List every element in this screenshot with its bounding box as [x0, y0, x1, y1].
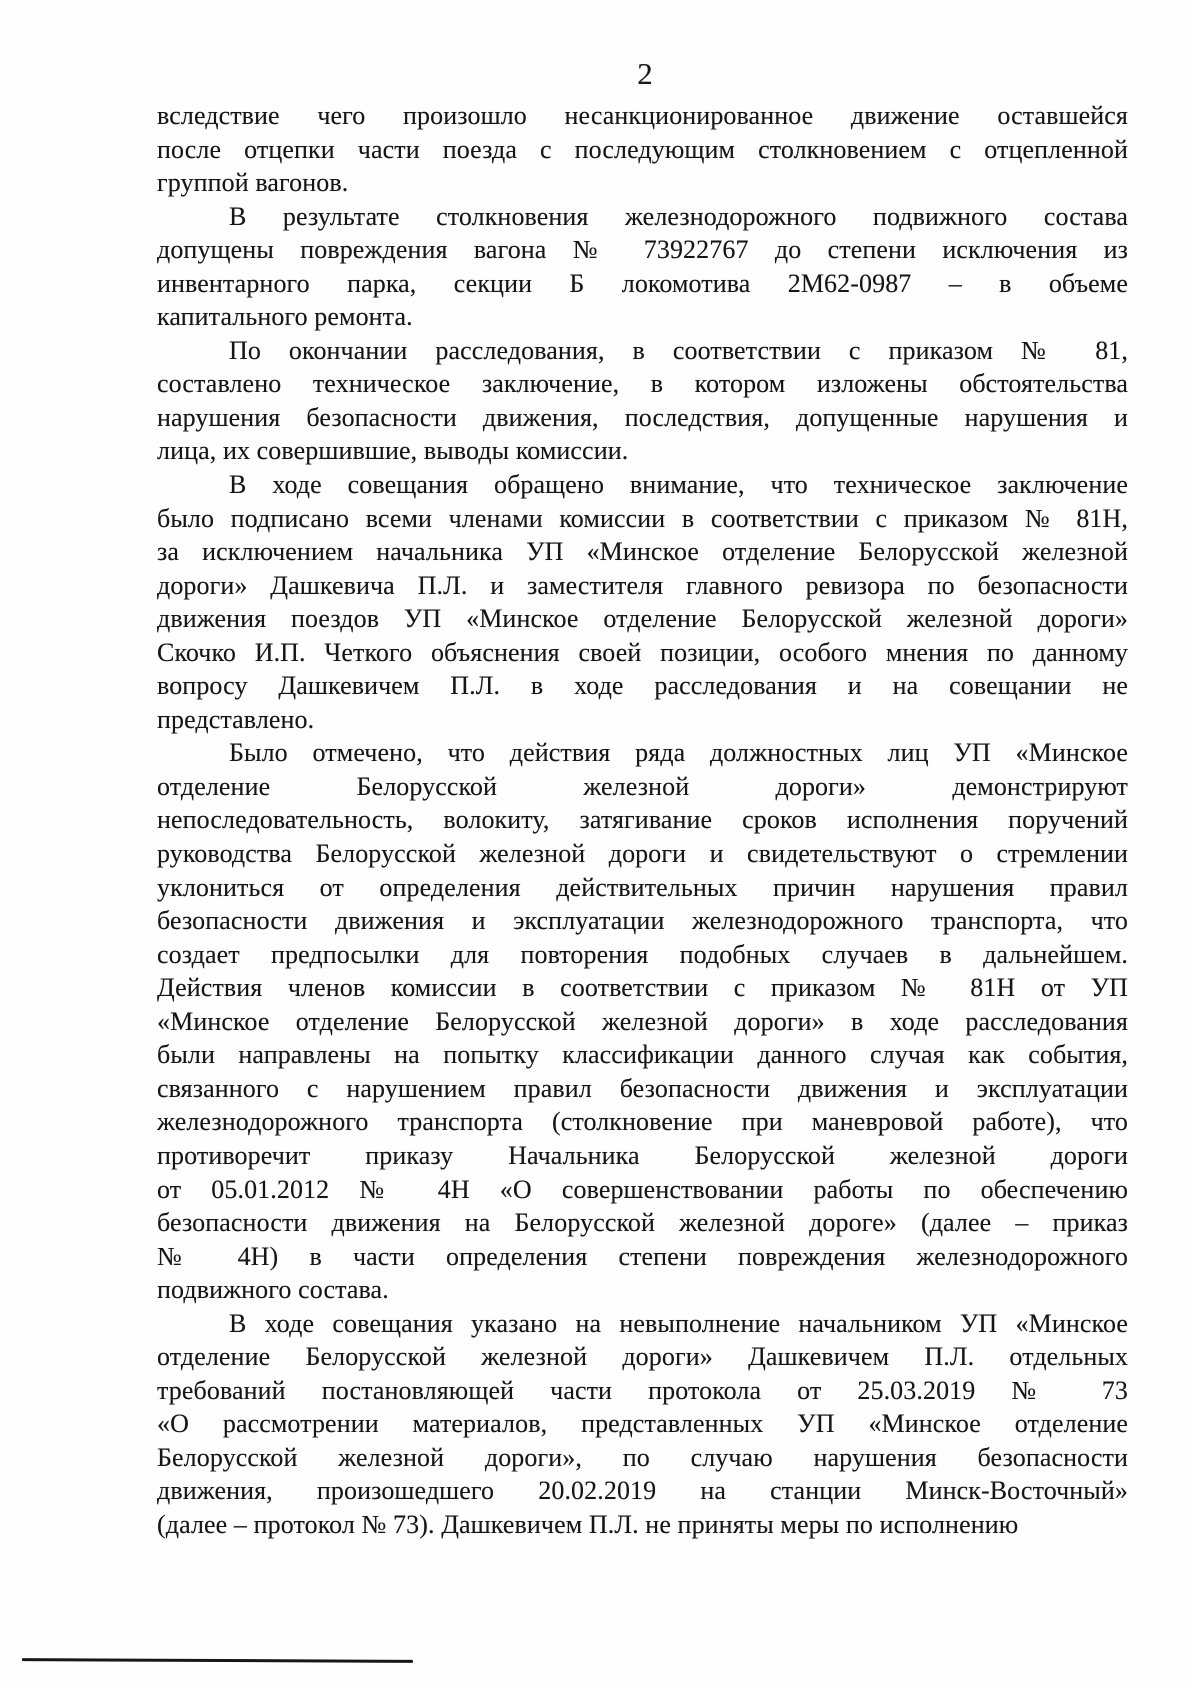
text-line: было подписано всеми членами комиссии в соответствии с приказом № 81Н,: [157, 503, 1128, 533]
text-line: железнодорожного транспорта (столкновение при маневровой работе), что: [157, 1107, 1128, 1137]
text-line: Было отмечено, что действия ряда должностных лиц УП «Минское: [229, 738, 1128, 768]
text-line: дороги» Дашкевича П.Л. и заместителя главного ревизора по безопасности: [157, 570, 1128, 600]
text-line: составлено техническое заключение, в котором изложены обстоятельства: [157, 369, 1128, 399]
text-line: Скочко И.П. Четкого объяснения своей позиции, особого мнения по данному: [157, 637, 1128, 667]
text-line: руководства Белорусской железной дороги и свидетельствуют о стремлении: [157, 839, 1128, 869]
text-line: лица, их совершившие, выводы комиссии.: [157, 436, 629, 466]
text-line: требований постановляющей части протокола от 25.03.2019 № 73: [157, 1375, 1128, 1405]
text-line: Действия членов комиссии в соответствии с приказом № 81Н от УП: [157, 973, 1128, 1003]
text-line: По окончании расследования, в соответствии с приказом № 81,: [229, 335, 1128, 365]
text-line: подвижного состава.: [157, 1275, 389, 1305]
text-line: движения поездов УП «Минское отделение Белорусской железной дороги»: [157, 604, 1128, 634]
text-line: движения, произошедшего 20.02.2019 на станции Минск-Восточный»: [157, 1476, 1128, 1506]
text-line: (далее – протокол № 73). Дашкевичем П.Л. не приняты меры по исполнению: [157, 1509, 1019, 1539]
scan-artifact-line: [22, 1658, 413, 1663]
text-line: за исключением начальника УП «Минское отделение Белорусской железной: [157, 537, 1128, 567]
text-line: В ходе совещания указано на невыполнение начальником УП «Минское: [229, 1308, 1128, 1338]
text-line: были направлены на попытку классификации данного случая как события,: [157, 1040, 1128, 1070]
text-line: «О рассмотрении материалов, представленных УП «Минское отделение: [157, 1409, 1128, 1439]
text-line: связанного с нарушением правил безопасности движения и эксплуатации: [157, 1073, 1128, 1103]
text-line: В ходе совещания обращено внимание, что техническое заключение: [229, 470, 1128, 500]
text-line: группой вагонов.: [157, 168, 349, 198]
text-line: нарушения безопасности движения, последствия, допущенные нарушения и: [157, 402, 1128, 432]
text-line: отделение Белорусской железной дороги» Дашкевичем П.Л. отдельных: [157, 1342, 1128, 1372]
text-line: инвентарного парка, секции Б локомотива 2М62-0987 – в объеме: [157, 268, 1128, 298]
text-line: уклониться от определения действительных причин нарушения правил: [157, 872, 1128, 902]
text-line: непоследовательность, волокиту, затягивание сроков исполнения поручений: [157, 805, 1128, 835]
page-number: 2: [637, 56, 653, 91]
text-line: противоречит приказу Начальника Белорусской железной дороги: [157, 1140, 1128, 1170]
text-line: создает предпосылки для повторения подобных случаев в дальнейшем.: [157, 939, 1128, 969]
text-line: представлено.: [157, 704, 315, 734]
text-line: после отцепки части поезда с последующим столкновением с отцепленной: [157, 134, 1128, 164]
text-line: вследствие чего произошло несанкционированное движение оставшейся: [157, 101, 1128, 130]
text-line: безопасности движения на Белорусской железной дороге» (далее – приказ: [157, 1208, 1128, 1238]
text-line: «Минское отделение Белорусской железной дороги» в ходе расследования: [157, 1006, 1128, 1036]
text-line: от 05.01.2012 № 4Н «О совершенствовании работы по обеспечению: [157, 1174, 1128, 1204]
text-line: отделение Белорусской железной дороги» демонстрируют: [157, 771, 1128, 801]
text-line: Белорусской железной дороги», по случаю нарушения безопасности: [157, 1442, 1128, 1472]
text-line: капитального ремонта.: [157, 302, 413, 332]
text-line: вопросу Дашкевичем П.Л. в ходе расследования и на совещании не: [157, 671, 1128, 701]
text-line: допущены повреждения вагона № 73922767 до степени исключения из: [157, 235, 1128, 265]
text-line: № 4Н) в части определения степени повреждения железнодорожного: [157, 1241, 1128, 1271]
text-line: В результате столкновения железнодорожного подвижного состава: [229, 201, 1128, 231]
text-line: безопасности движения и эксплуатации железнодорожного транспорта, что: [157, 906, 1128, 936]
document-body-text: [157, 99, 1128, 1542]
